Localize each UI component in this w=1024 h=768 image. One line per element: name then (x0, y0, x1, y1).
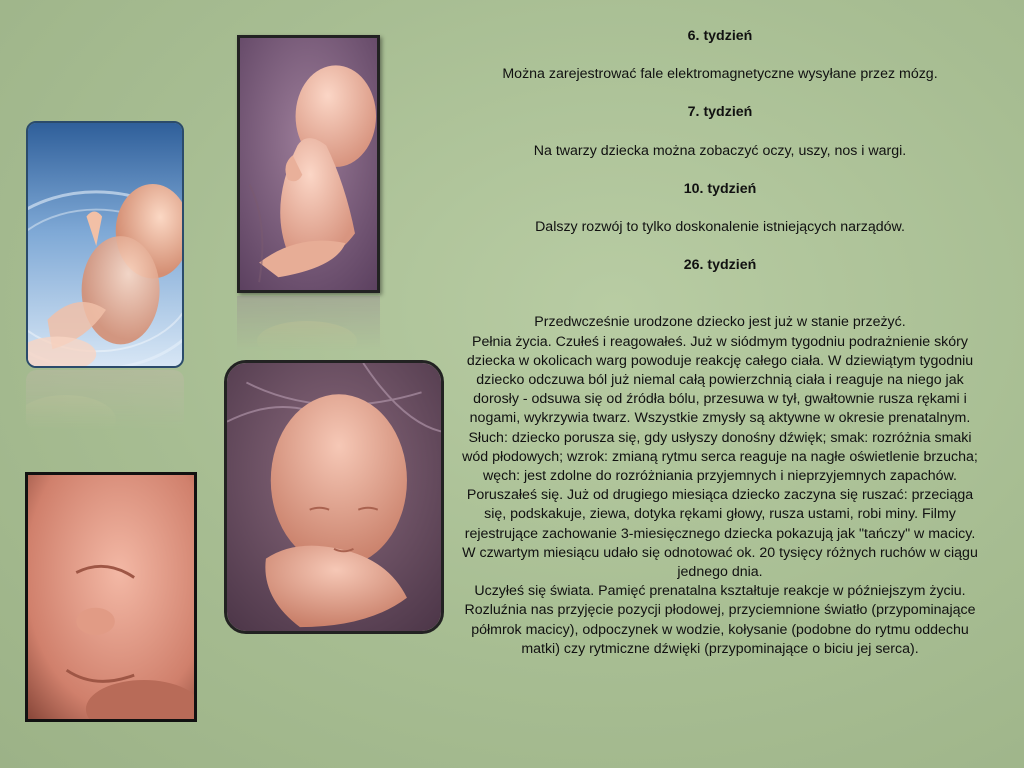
section-body: Na twarzy dziecka można zobaczyć oczy, uszy, nos i wargi. (533, 142, 907, 159)
section-heading: 6. tydzień (687, 28, 753, 44)
section-body: Dalszy rozwój to tylko doskonalenie istniejących narządów. (535, 219, 905, 236)
fetus-photo-amniotic-sac (26, 121, 184, 368)
paragraph-movement: Poruszałeś się. Już od drugiego miesiąca dziecko zaczyna się ruszać: przeciąga się, podskakuje, ziewa, dotyka rękami głowy, rusza ustami, robi miny. Filmy rejestrujące zachowanie 3-miesięcznego dziecka pokazują jak "tańczy" w macicy. W czwartym miesiącu udało się odnotować ok. 20 tysięcy różnych ruchów w ciągu jednego dnia. (462, 487, 978, 581)
fetus-photo-amniotic-sac-reflection (26, 370, 184, 430)
fetus-photo-face-closeup (25, 472, 197, 722)
paragraph-fullness-of-life: Pełnia życia. Czułeś i reagowałeś. Już w siódmym tygodniu podrażnienie skóry dziecka w okolicach warg powoduje reakcję całego ciała. W dziewiątym tygodniu dziecko odczuwa ból już niemal całą powierzchnią ciała i reaguje na niego jak dorosły - odsuwa się od źródła bólu, przesuwa w tył, gwałtownie rusza rękami i nogami, wykrzywia twarz. Wszystkie zmysły są aktywne w okresie prenatalnym. Słuch: dziecko porusza się, gdy usłyszy donośny dźwięk; smak: rozróżnia smaki wód płodowych; wzrok: zmianą rytmu serca reaguje na nagłe oświetlenie brzucha; węch: jest zdolne do rozróżniania przyjemnych i nieprzyjemnych zapachów. (462, 333, 978, 485)
section-body: Można zarejestrować fale elektromagnetyczne wysyłane przez mózg. (502, 66, 938, 83)
slide-text (462, 27, 978, 659)
fetus-photo-side-view (237, 35, 380, 293)
paragraph-learning: Uczyłeś się świata. Pamięć prenatalna kształtuje reakcje w późniejszym życiu. Rozluźnia nas przyjęcie pozycji płodowej, przyciemnione światło (przypominające półmrok macicy), odpoczynek w wodzie, kołysanie (podobne do rytmu oddechu matki) czy rytmiczne dźwięki (przypominające o biciu jej serca). (464, 583, 976, 657)
section-heading: 7. tydzień (687, 104, 753, 121)
fetus-photo-side-view-reflection (237, 296, 380, 351)
section-heading: 26. tydzień (683, 257, 757, 274)
fetus-photo-head (224, 360, 444, 634)
section-body: Przedwcześnie urodzone dziecko jest już w stanie przeżyć. (534, 314, 906, 331)
section-heading: 10. tydzień (683, 180, 757, 197)
